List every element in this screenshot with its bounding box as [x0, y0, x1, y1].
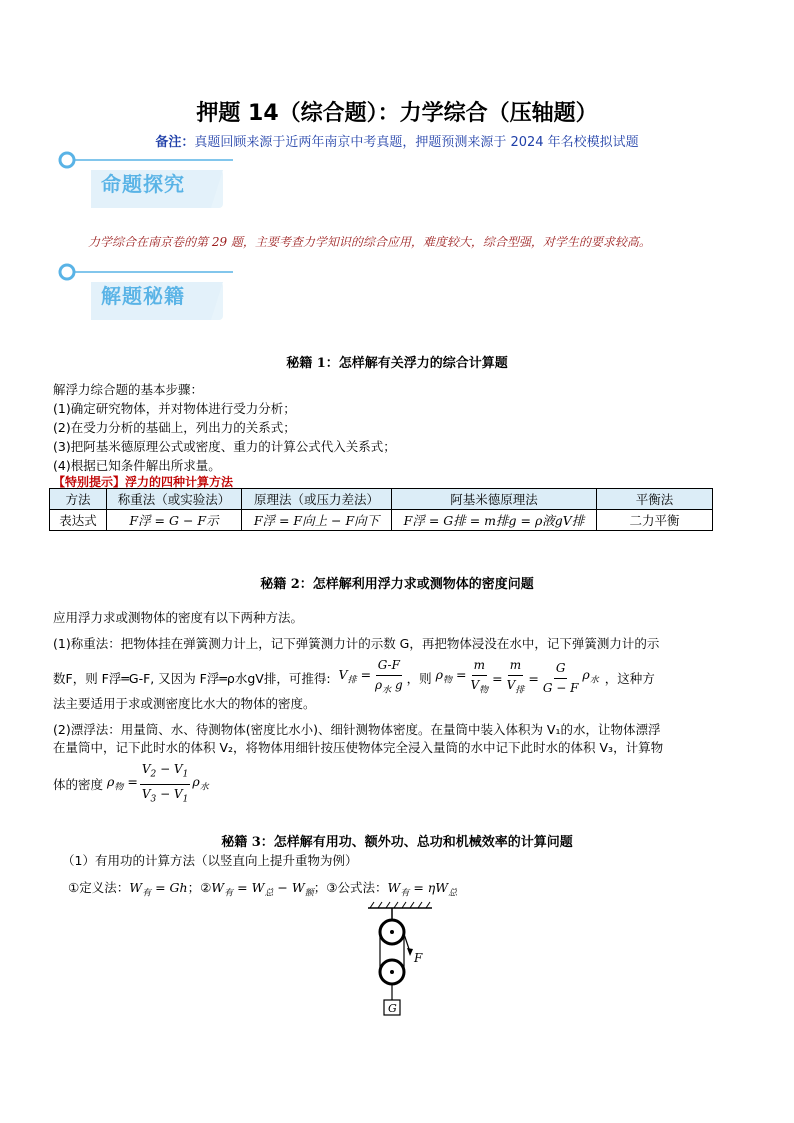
table-cell: F浮 = G排 = m排g = ρ液gV排 — [392, 510, 597, 531]
weighing-method-line1: (1)称重法：把物体挂在弹簧测力计上，记下弹簧测力计的示数 G，再把物体浸没在水中，记下弹簧测力计的示 — [53, 636, 660, 651]
floating-method-line3: 体的密度 $\rho_物$ = $\frac{V_2 - V_1}{V_3 - V_1}$ $\rho_水$ — [53, 760, 209, 810]
step-line: 解浮力综合题的基本步骤： — [53, 382, 204, 397]
formula-fraction: $\frac{m}{V_排}$ — [506, 658, 525, 696]
table-cell: 表达式 — [50, 510, 107, 531]
step-line: (2)在受力分析的基础上，列出力的关系式； — [53, 420, 296, 435]
floating-method-line2: 在量筒中，记下此时水的体积 V₂，将物体用细针按压使物体完全浸入量筒的水中记下此时水的体积 V₃，计算物 — [53, 740, 664, 755]
buoyancy-methods-table — [49, 488, 713, 531]
table-cell: F浮 = F向上 − F向下 — [242, 510, 392, 531]
floating-method-line1: (2)漂浮法：用量筒、水、待测物体(密度比水小)、细针测物体密度。在量筒中装入体积为 V₁的水，让物体漂浮 — [53, 722, 661, 737]
table-row — [50, 510, 713, 531]
weighing-method-line3: 法主要适用于求或测密度比水大的物体的密度。 — [53, 696, 316, 711]
formula-fraction: $\frac{m}{V_物}$ — [470, 658, 489, 696]
banner-label: 解题秘籍 — [101, 284, 185, 308]
secret2-intro: 应用浮力求或测物体的密度有以下两种方法。 — [53, 610, 304, 625]
banner-topic-explore — [55, 148, 235, 216]
table-cell: 二力平衡 — [597, 510, 713, 531]
table-cell: 方法 — [50, 489, 107, 510]
source-note: 备注：真题回顾来源于近两年南京中考真题，押题预测来源于 2024 年名校模拟试题 — [155, 135, 639, 150]
secret2-heading: 秘籍 2：怎样解利用浮力求或测物体的密度问题 — [260, 577, 534, 592]
table-row — [50, 489, 713, 510]
banner-solving-secrets — [55, 260, 235, 328]
weight-label: G — [388, 1002, 397, 1015]
table-cell: 平衡法 — [597, 489, 713, 510]
force-label: F — [414, 951, 423, 965]
formula-fraction: $\frac{V_2 - V_1}{V_3 - V_1}$ — [141, 762, 189, 805]
useful-work-subheading: （1）有用功的计算方法（以竖直向上提升重物为例） — [62, 853, 358, 868]
intro-text: 力学综合在南京卷的第 29 题，主要考查力学知识的综合应用，难度较大，综合型强，对学生的要求较高。 — [88, 235, 651, 249]
formula-fraction: $\frac{G}{G - F}$ — [542, 660, 579, 695]
step-line: (1)确定研究物体，并对物体进行受力分析； — [53, 401, 296, 416]
step-line: (3)把阿基米德原理公式或密度、重力的计算公式代入关系式； — [53, 439, 396, 454]
table-cell: 称重法（或实验法） — [107, 489, 242, 510]
secret1-heading: 秘籍 1：怎样解有关浮力的综合计算题 — [286, 356, 508, 371]
secret1-steps — [53, 380, 396, 489]
useful-work-formulas: ①定义法：$W_有 = Gh$；$②W_有 = W_总 - W_额$；③公式法：$W_有 = \eta W_总$ — [68, 880, 458, 899]
step-line: (4)根据已知条件解出所求量。 — [53, 458, 221, 473]
table-cell: 阿基米德原理法 — [392, 489, 597, 510]
formula-fraction: $\frac{G-F}{\rho_水 g}$ — [375, 658, 403, 696]
weighing-method-line2: 数F，则 F浮═G-F, 又因为 F浮═ρ水gV排，可推得: $V_排$ = $\frac{G-F}{\rho_水 g}$ ，则 $\rho_物$ = $\frac{m}{V_物}$ = $\frac{m}{V_排}$ = $\frac{G}{G - F}$ $\rho_水$ ，这种方 — [53, 656, 753, 700]
table-cell: F浮 = G − F示 — [107, 510, 242, 531]
page-title: 押题 14（综合题）：力学综合（压轴题） — [196, 101, 598, 126]
banner-label: 命题探究 — [101, 172, 185, 196]
table-cell: 原理法（或压力差法） — [242, 489, 392, 510]
pulley-diagram-icon — [360, 900, 440, 1020]
secret3-heading: 秘籍 3：怎样解有用功、额外功、总功和机械效率的计算问题 — [221, 835, 573, 850]
special-tip: 【特别提示】浮力的四种计算方法 — [53, 475, 234, 489]
